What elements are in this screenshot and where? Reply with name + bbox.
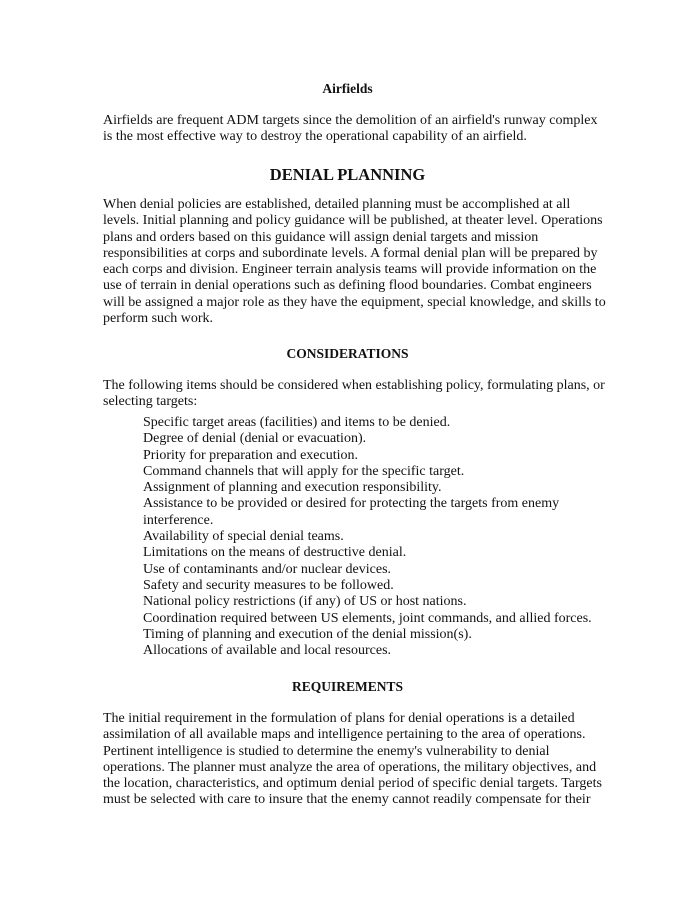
text-line: assimilation of all available maps and intelligence pertaining to the area of operations. <box>103 727 586 743</box>
text-line: The initial requirement in the formulation of plans for denial operations is a detailed <box>103 711 575 726</box>
list-item: interference. <box>143 512 214 528</box>
text-line: perform such work. <box>103 311 214 327</box>
text-line: must be selected with care to insure that the enemy cannot readily compensate for their <box>103 792 591 808</box>
list-item: Allocations of available and local resources. <box>143 643 392 659</box>
considerations-intro <box>103 378 623 411</box>
text-line: use of terrain in denial operations such as defining flood boundaries. Combat engineers <box>103 278 592 294</box>
list-item: Command channels that will apply for the specific target. <box>143 463 465 479</box>
list-item: Safety and security measures to be followed. <box>143 577 394 593</box>
text-line: Pertinent intelligence is studied to determine the enemy's vulnerability to denial <box>103 743 550 759</box>
list-item: Limitations on the means of destructive denial. <box>143 545 407 561</box>
list-item: Assistance to be provided or desired for protecting the targets from enemy <box>143 496 560 512</box>
text-line: The following items should be considered when establishing policy, formulating plans, or <box>103 378 605 393</box>
text-line: the location, characteristics, and optimum denial period of specific denial targets. Targets <box>103 776 602 792</box>
list-item: Assignment of planning and execution responsibility. <box>143 480 442 496</box>
list-item: National policy restrictions (if any) of US or host nations. <box>143 594 467 610</box>
list-item: Priority for preparation and execution. <box>143 447 358 463</box>
text-line: plans and orders based on this guidance will assign denial targets and mission <box>103 229 539 245</box>
considerations-list <box>143 415 663 659</box>
requirements-heading: REQUIREMENTS <box>291 679 404 694</box>
text-line: responsibilities at corps and subordinate levels. A formal denial plan will be prepared by <box>103 245 598 261</box>
airfields-heading: Airfields <box>322 81 373 96</box>
list-item: Specific target areas (facilities) and items to be denied. <box>143 415 451 430</box>
text-line: operations. The planner must analyze the area of operations, the military objectives, and <box>103 759 597 775</box>
text-line: Airfields are frequent ADM targets since the demolition of an airfield's runway complex <box>103 113 598 128</box>
list-item: Degree of denial (denial or evacuation). <box>143 431 367 447</box>
list-item: Coordination required between US elements, joint commands, and allied forces. <box>143 610 592 626</box>
considerations-heading: CONSIDERATIONS <box>286 346 409 361</box>
text-line: When denial policies are established, detailed planning must be accomplished at all <box>103 197 571 212</box>
text-line: will be assigned a major role as they have the equipment, special knowledge, and skills to <box>103 294 606 310</box>
denial-planning-heading: DENIAL PLANNING <box>269 165 426 184</box>
denial-planning-paragraph <box>103 197 623 327</box>
list-item: Use of contaminants and/or nuclear devices. <box>143 561 392 577</box>
text-line: selecting targets: <box>103 394 198 410</box>
airfields-paragraph <box>103 113 623 146</box>
list-item: Timing of planning and execution of the denial mission(s). <box>143 626 472 642</box>
text-line: each corps and division. Engineer terrain analysis teams will provide information on the <box>103 262 597 278</box>
requirements-paragraph <box>103 711 623 809</box>
text-line: levels. Initial planning and policy guidance will be published, at theater level. Operations <box>103 213 603 229</box>
text-line: is the most effective way to destroy the operational capability of an airfield. <box>103 129 527 145</box>
list-item: Availability of special denial teams. <box>143 529 344 545</box>
